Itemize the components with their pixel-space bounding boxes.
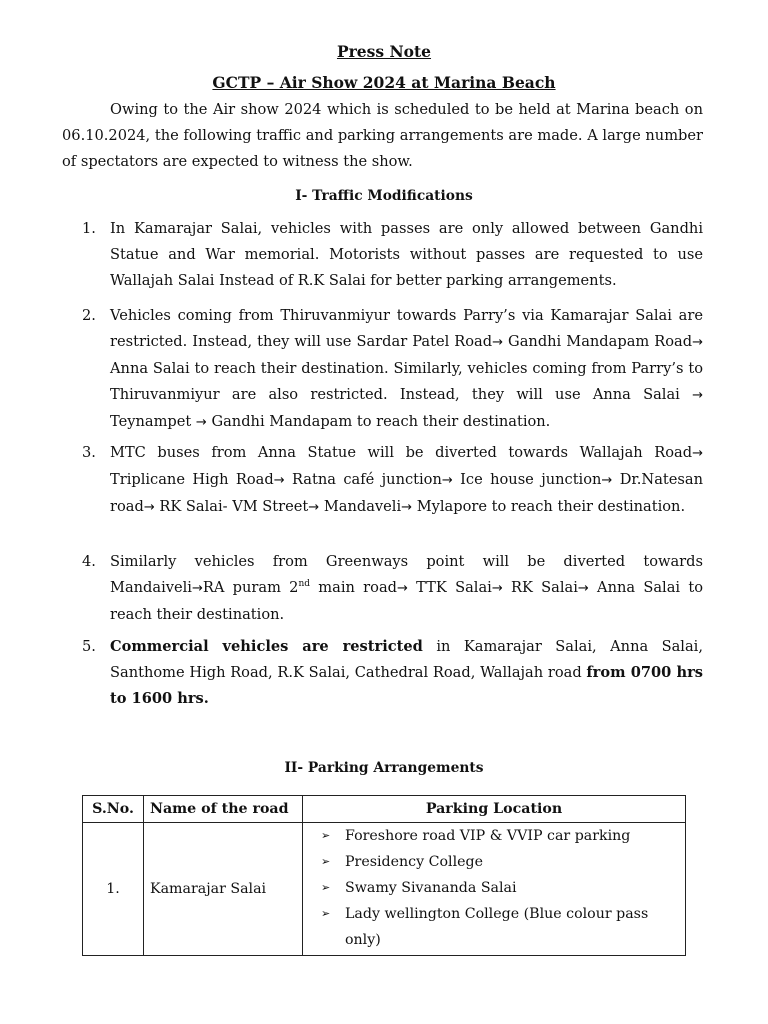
list-item-text: Vehicles coming from Thiruvanmiyur towards Parry’s via Kamarajar Salai are restricted. Instead, they will use Sardar Patel Road→ Gandhi Mandapam Road→ Anna Salai to reach their destination. Similarly, vehicles coming from Parry’s to Thiruvanmiyur are also restricted. Instead, they will use Anna Salai → Teynampet → Gandhi Mandapam to reach their destination. <box>110 307 703 430</box>
intro-paragraph: Owing to the Air show 2024 which is scheduled to be held at Marina beach on 06.10.2024, the following traffic and parking arrangements are made. A large number of spectators are expected to witness the show. <box>62 101 703 170</box>
list-item: ➢ Foreshore road VIP & VVIP car parking <box>321 823 679 849</box>
right-arrow-icon: → <box>195 415 207 430</box>
cell-locations <box>303 823 686 956</box>
page-title: Press Note <box>336 42 432 61</box>
list-item <box>62 303 703 436</box>
list-item-number: 4. <box>82 553 96 570</box>
column-header-location: Parking Location <box>303 796 686 823</box>
right-arrow-icon: → <box>601 473 613 488</box>
column-header-sno: S.No. <box>83 796 144 823</box>
list-item-number: 1. <box>82 220 96 237</box>
arrowhead-bullet-icon: ➢ <box>321 855 331 868</box>
right-arrow-icon: → <box>491 581 503 596</box>
parking-table <box>82 795 686 956</box>
right-arrow-icon: → <box>492 335 504 350</box>
list-item-number: 5. <box>82 638 96 655</box>
list-item-text: Similarly vehicles from Greenways point will be diverted towards Mandaiveli→RA puram 2nd main road→ TTK Salai→ RK Salai→ Anna Salai to reach their destination. <box>110 553 703 623</box>
page-subtitle: GCTP – Air Show 2024 at Marina Beach <box>212 73 556 92</box>
list-item: ➢ Lady wellington College (Blue colour pass only) <box>321 901 679 953</box>
list-item: ➢ Presidency College <box>321 849 679 875</box>
right-arrow-icon: → <box>273 473 285 488</box>
right-arrow-icon: → <box>692 335 703 350</box>
right-arrow-icon: → <box>143 500 155 515</box>
right-arrow-icon: → <box>397 581 408 596</box>
section-parking-title: II- Parking Arrangements <box>284 760 484 776</box>
list-item <box>62 216 703 294</box>
cell-sno: 1. <box>83 823 144 956</box>
right-arrow-icon: → <box>191 581 203 596</box>
arrowhead-bullet-icon: ➢ <box>321 907 331 920</box>
cell-road: Kamarajar Salai <box>144 823 303 956</box>
column-header-road: Name of the road <box>144 796 303 823</box>
right-arrow-icon: → <box>401 500 413 515</box>
list-item: ➢ Swamy Sivananda Salai <box>321 875 679 901</box>
list-item-text: MTC buses from Anna Statue will be diverted towards Wallajah Road→ Triplicane High Road→ Ratna café junction→ Ice house junction→ Dr.Natesan road→ RK Salai- VM Street→ Mandaveli→ Mylapore to reach their destination. <box>110 444 703 515</box>
list-item-text: Commercial vehicles are restricted in Kamarajar Salai, Anna Salai, Santhome High Road, R.K Salai, Cathedral Road, Wallajah road from 0700 hrs to 1600 hrs. <box>110 638 704 707</box>
list-item-number: 2. <box>82 307 96 324</box>
arrowhead-bullet-icon: ➢ <box>321 881 331 894</box>
right-arrow-icon: → <box>577 581 589 596</box>
list-item-number: 3. <box>82 444 96 461</box>
right-arrow-icon: → <box>692 446 703 461</box>
parking-location-list <box>309 823 679 955</box>
arrowhead-bullet-icon: ➢ <box>321 829 331 842</box>
list-item <box>62 634 703 712</box>
list-item-text: In Kamarajar Salai, vehicles with passes are only allowed between Gandhi Statue and War memorial. Motorists without passes are requested to use Wallajah Salai Instead of R.K Salai for better parking arrangements. <box>110 220 703 289</box>
right-arrow-icon: → <box>692 388 703 403</box>
table-row <box>83 823 686 956</box>
list-item <box>62 549 703 628</box>
table-header-row <box>83 796 686 823</box>
list-item <box>62 440 703 521</box>
section-traffic-title: I- Traffic Modifications <box>295 188 473 204</box>
right-arrow-icon: → <box>308 500 320 515</box>
right-arrow-icon: → <box>441 473 453 488</box>
